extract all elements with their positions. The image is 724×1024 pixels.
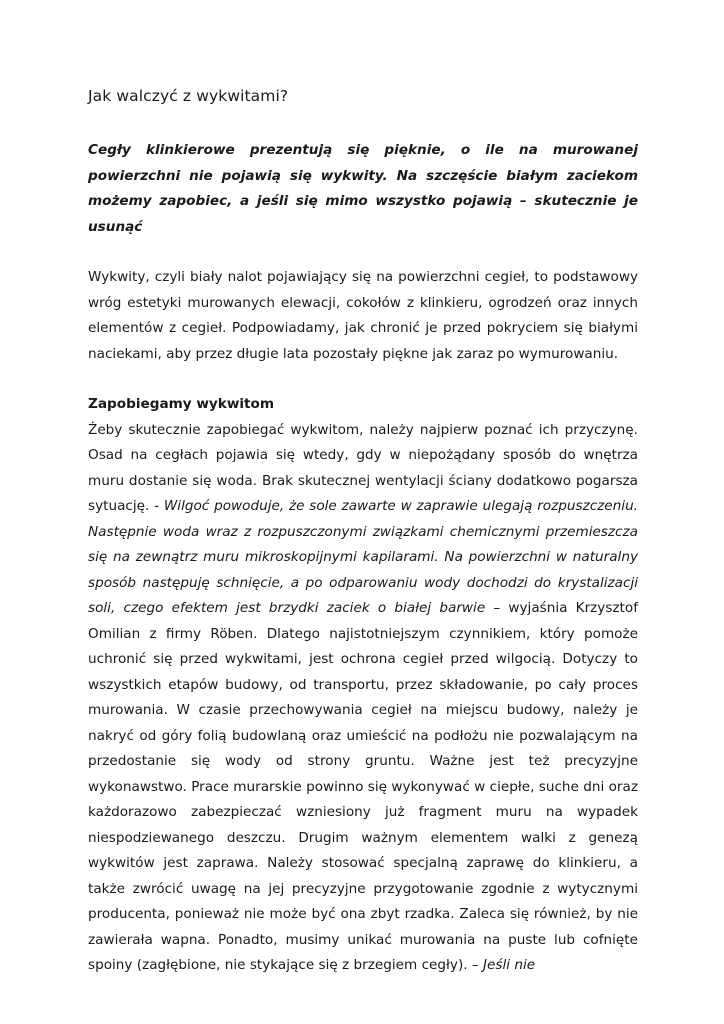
section-body-quote-1: - Wilgoć powoduje, że sole zawarte w zaprawie ulegają rozpuszczeniu. Następnie woda wraz z rozpuszczonymi związkami chemicznymi przemieszcza się na zewnątrz muru mikroskopijnymi kapilarami. Na powierzchni w naturalny sposób następuję schnięcie, a po odparowaniu wody dochodzi do krystalizacji soli, czego efektem jest brzydki zaciek o białej barwie — [88, 498, 639, 616]
lead-paragraph: Cegły klinkierowe prezentują się pięknie, o ile na murowanej powierzchni nie pojawią się wykwity. Na szczęście białym zaciekom możemy zapobiec, a jeśli się mimo wszystko pojawią – skutecznie je usunąć — [88, 142, 638, 235]
section-body-quote-2: Jeśli nie — [483, 957, 536, 973]
section-body-text-1: Żeby skutecznie zapobiegać wykwitom, należy najpierw poznać ich przyczynę. Osad na cegłach pojawia się wtedy, gdy w niepożądany sposób do wnętrza muru dostanie się woda. Brak skutecznej wentylacji ściany dodatkowo pogarsza sytuację. — [88, 421, 638, 514]
intro-paragraph: Wykwity, czyli biały nalot pojawiający się na powierzchni cegieł, to podstawowy wróg estetyki murowanych elewacji, cokołów z klinkieru, ogrodzeń oraz innych elementów z cegieł. Podpowiadamy, jak chronić je przed pokryciem się białymi naciekami, aby przez długie lata pozostały piękne jak zaraz po wymurowaniu. — [88, 269, 638, 362]
section-body — [88, 418, 638, 979]
section-body-text-2: – wyjaśnia Krzysztof Omilian z firmy Röben. Dlatego najistotniejszym czynnikiem, który pomoże uchronić się przed wykwitami, jest ochrona cegieł przed wilgocią. Dotyczy to wszystkich etapów budowy, od transportu, przez składowanie, po cały proces murowania. W czasie przechowywania cegieł na miejscu budowy, należy je nakryć od góry folią budowlaną oraz umieścić na podłożu nie pozwalającym na przedostanie się wody od strony gruntu. Ważne jest też precyzyjne wykonawstwo. Prace murarskie powinno się wykonywać w ciepłe, suche dni oraz każdorazowo zabezpieczać wzniesiony już fragment muru na wypadek niespodziewanego deszczu. Drugim ważnym elementem walki z genezą wykwitów jest zaprawa. Należy stosować specjalną zaprawę do klinkieru, a także zwrócić uwagę na jej precyzyjne przygotowanie zgodnie z wytycznymi producenta, ponieważ nie może być ona zbyt rzadka. Zaleca się również, by nie zawierała wapna. Ponadto, musimy unikać murowania na puste lub cofnięte spoiny (zagłębione, nie stykające się z brzegiem cegły). – — [88, 600, 638, 973]
document-page — [88, 82, 638, 979]
document-title: Jak walczyć z wykwitami? — [88, 87, 289, 105]
section-heading: Zapobiegamy wykwitom — [88, 396, 275, 412]
